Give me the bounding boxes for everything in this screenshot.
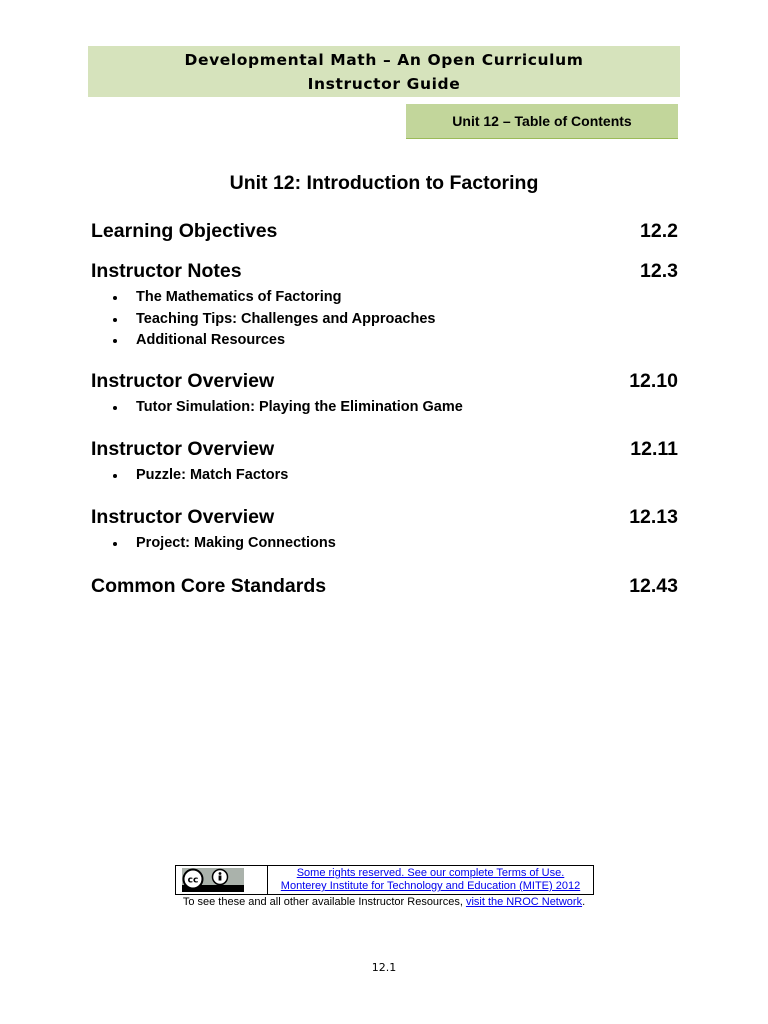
toc-subitem-list [91, 287, 678, 352]
toc-section-page: 12.3 [640, 260, 678, 282]
toc-subitem[interactable]: Teaching Tips: Challenges and Approaches [113, 309, 678, 331]
toc-section [91, 369, 678, 419]
license-box [175, 865, 594, 895]
unit-title: Unit 12: Introduction to Factoring [229, 172, 539, 194]
header-title: Developmental Math – An Open Curriculum [184, 51, 584, 69]
toc-section-page: 12.13 [629, 506, 678, 528]
toc-subitem-list [91, 397, 678, 419]
mite-link[interactable]: Monterey Institute for Technology and Education (MITE) 2012 [280, 880, 581, 892]
toc-section-title[interactable]: Instructor Overview [91, 370, 275, 392]
nroc-network-link[interactable]: visit the NROC Network [465, 896, 583, 908]
svg-text:cc: cc [187, 875, 199, 886]
toc-subitem[interactable]: Project: Making Connections [113, 533, 678, 555]
toc-subitem[interactable]: Puzzle: Match Factors [113, 465, 678, 487]
page-number: 12.1 [371, 961, 397, 974]
toc-section [91, 259, 678, 352]
toc-section-title[interactable]: Common Core Standards [91, 575, 327, 597]
toc-subitem[interactable]: The Mathematics of Factoring [113, 287, 678, 309]
resources-text: To see these and all other available Instructor Resources, [182, 896, 466, 908]
license-links [268, 866, 593, 894]
resources-note [0, 896, 768, 908]
document-header-banner [88, 46, 680, 97]
toc-section-title[interactable]: Learning Objectives [91, 220, 278, 242]
resources-end: . [582, 896, 586, 908]
unit-toc-label: Unit 12 – Table of Contents [406, 104, 678, 139]
toc-section [91, 505, 678, 555]
toc-section-title[interactable]: Instructor Overview [91, 438, 275, 460]
toc-section [91, 574, 678, 598]
toc-section-title[interactable]: Instructor Notes [91, 260, 242, 282]
toc-subitem[interactable]: Tutor Simulation: Playing the Elimination Game [113, 397, 678, 419]
toc-section [91, 437, 678, 487]
toc-section-page: 12.11 [630, 438, 678, 460]
toc-section [91, 219, 678, 243]
toc-subitem-list [91, 465, 678, 487]
creative-commons-by-icon[interactable] [176, 866, 268, 894]
toc-subitem-list [91, 533, 678, 555]
toc-section-page: 12.43 [629, 575, 678, 597]
terms-of-use-link[interactable]: Some rights reserved. See our complete Terms of Use. [296, 867, 565, 879]
toc-section-page: 12.2 [640, 220, 678, 242]
toc-section-page: 12.10 [629, 370, 678, 392]
toc-section-title[interactable]: Instructor Overview [91, 506, 275, 528]
toc-subitem[interactable]: Additional Resources [113, 330, 678, 352]
header-subtitle: Instructor Guide [307, 75, 461, 93]
